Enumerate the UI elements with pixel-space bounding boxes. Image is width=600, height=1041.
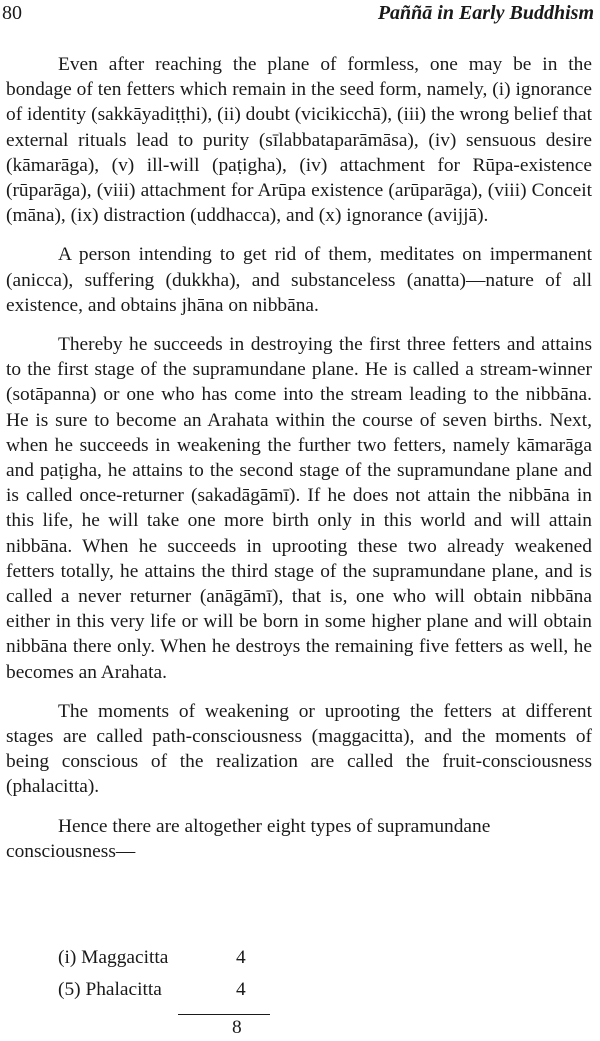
paragraph-meditation: A person intending to get rid of them, meditates on impermanent (anicca), suffering (dukkha), and substanceless (anatta)—nature of all existence, and obtains jhāna on nibbāna. [6,244,592,316]
book-title: Paññā in Early Buddhism [377,2,594,24]
list-item-label: (i) Maggacitta [58,947,169,968]
sum-total: 8 [232,1017,242,1038]
sum-divider [178,1014,270,1015]
paragraph-path-fruit: The moments of weakening or uprooting the fetters at different stages are called path-consciousness (maggacitta), and the moments of being conscious of the realization are called the fruit-consciousness (phalacitta). [6,700,592,798]
paragraph-stages: Thereby he succeeds in destroying the first three fetters and attains to the first stage of the supramundane plane. He is called a stream-winner (sotāpanna) or one who has come into the stream leading to the nibbāna. He is sure to become an Arahata within the course of seven births. Next, when he succeeds in weakening the further two fetters, namely kāmarāga and paṭigha, he attains to the second stage of the supramundane plane and is called once-returner (sakadāgāmī). If he does not attain the nibbāna in this life, he will take one more birth only in this world and will attain nibbāna. When he succeeds in uprooting these two already weakened fetters totally, he attains the third stage of the supramundane plane, and is called a never returner (anāgāmī), that is, one who will obtain nibbāna either in this very life or will be born in some higher plane and will obtain nibbāna there only. When he destroys the remaining five fetters as well, he becomes an Arahata. [6,334,592,683]
paragraph-eight-types: Hence there are altogether eight types of supramundane consciousness— [6,815,491,862]
paragraph-ten-fetters: Even after reaching the plane of formless, one may be in the bondage of ten fetters which remain in the seed form, namely, (i) ignorance of identity (sakkāyadiṭṭhi), (ii) doubt (vicikicchā), (iii) the wrong belief that external rituals lead to purity (sīlabbataparāmāsa), (iv) sensuous desire (kāmarāga), (v) ill-will (paṭigha), (iv) attachment for Rūpa-existence (rūparāga), (viii) attachment for Arūpa existence (arūparāga), (viii) Conceit (māna), (ix) distraction (uddhacca), and (x) ignorance (avijjā). [6,54,592,227]
list-item [58,942,246,974]
page-number: 80 [2,2,22,24]
list-item-label: (5) Phalacitta [58,979,162,1000]
consciousness-list [58,942,246,1006]
body-text [6,52,592,878]
running-head [2,2,594,30]
list-item-value: 4 [236,979,246,1000]
list-item-value: 4 [236,947,246,968]
list-item [58,974,246,1006]
